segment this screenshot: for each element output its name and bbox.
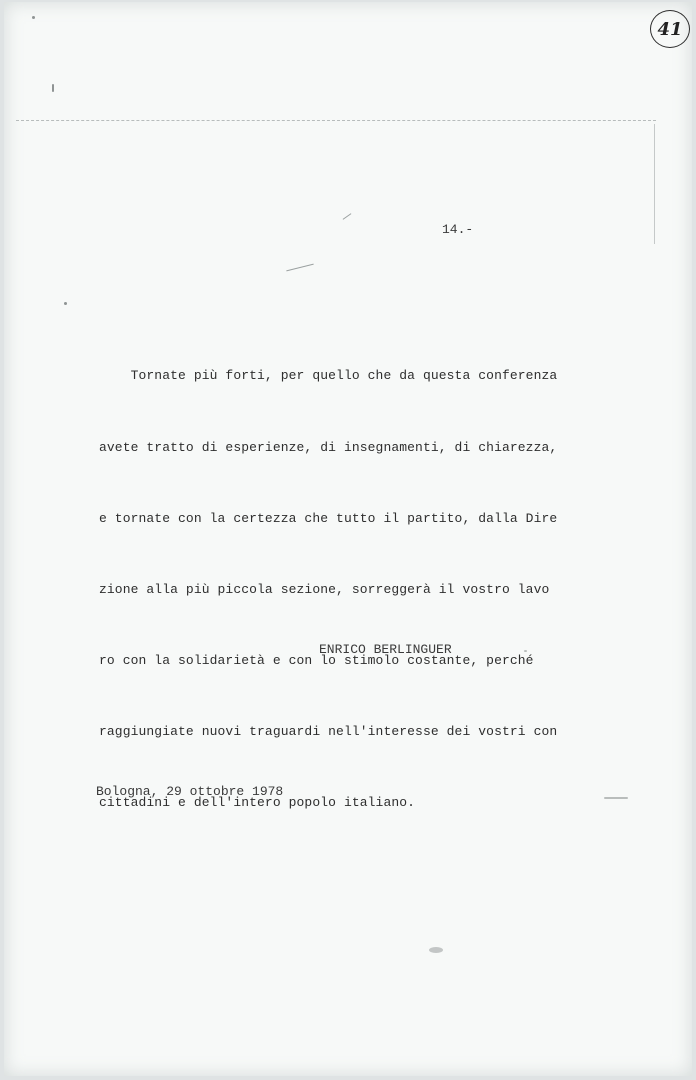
page-number: 14.- xyxy=(442,222,474,237)
signature: ENRICO BERLINGUER xyxy=(319,642,452,657)
pencil-mark xyxy=(343,213,352,220)
body-line: zione alla più piccola sezione, sorreggerà il vostro lavo xyxy=(99,581,550,597)
body-line: raggiungiate nuovi traguardi nell'interesse dei vostri con xyxy=(99,723,558,739)
body-line: avete tratto di esperienze, di insegnamenti, di chiarezza, xyxy=(99,439,558,455)
top-dashed-rule xyxy=(16,120,656,121)
body-line: Tornate più forti, per quello che da questa conferenza xyxy=(99,368,558,384)
document-page xyxy=(4,2,692,1076)
right-margin-rule xyxy=(654,124,655,244)
scan-speck xyxy=(64,302,67,305)
archive-number-label: 41 xyxy=(657,18,683,40)
place-and-date: Bologna, 29 ottobre 1978 xyxy=(96,784,284,799)
body-line: cittadini e dell'intero popolo italiano. xyxy=(99,794,416,810)
body-line: ro con la solidarietà e con lo stimolo costante, perché xyxy=(99,652,534,668)
body-paragraph xyxy=(99,317,619,862)
scan-speck xyxy=(52,84,54,92)
pencil-mark xyxy=(286,264,313,272)
scan-speck xyxy=(429,947,443,953)
scan-speck xyxy=(32,16,35,19)
archive-number-stamp xyxy=(650,10,690,48)
body-line: e tornate con la certezza che tutto il partito, dalla Dire xyxy=(99,510,558,526)
